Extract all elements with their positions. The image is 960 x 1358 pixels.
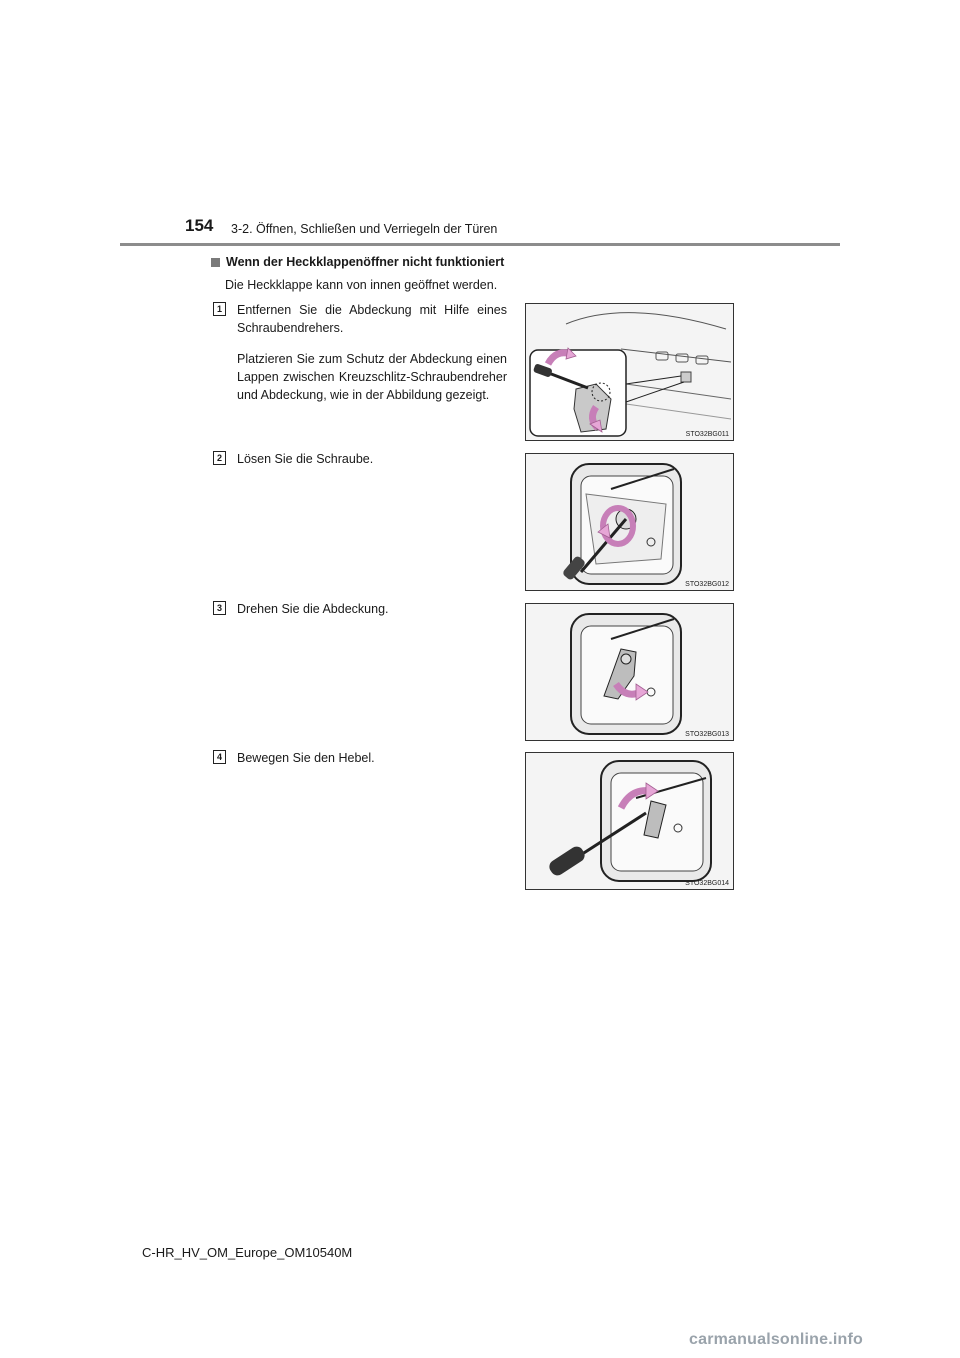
figure-code: STO32BG013 <box>685 731 729 738</box>
step-2-text <box>237 450 507 481</box>
square-bullet-icon <box>211 258 220 267</box>
page-number: 154 <box>185 216 214 235</box>
watermark: carmanualsonline.info <box>689 1331 864 1348</box>
figure-code: STO32BG011 <box>685 431 729 438</box>
step-4-illustration <box>525 752 734 890</box>
step-1-illustration <box>525 303 734 441</box>
step-number-badge: 2 <box>213 451 226 465</box>
step-2-paragraph: Lösen Sie die Schraube. <box>237 452 374 466</box>
step-number-badge: 4 <box>213 750 226 764</box>
header-divider <box>120 243 840 246</box>
cover-rotate-illustration <box>526 604 733 740</box>
figure-code: STO32BG014 <box>685 880 729 887</box>
step-3-text <box>237 600 507 631</box>
tailgate-trim-illustration <box>526 304 733 440</box>
chapter-title: 3-2. Öffnen, Schließen und Verriegeln der Türen <box>231 222 498 236</box>
document-code-footer: C-HR_HV_OM_Europe_OM10540M <box>142 1245 353 1260</box>
step-1-note: Platzieren Sie zum Schutz der Abdeckung einen Lappen zwischen Kreuzschlitz-Schraubendreher und Abdeckung, wie in der Abbildung gezeigt. <box>237 352 507 402</box>
step-1-text <box>237 301 507 417</box>
section-heading <box>211 255 504 269</box>
step-4-text <box>237 749 507 780</box>
step-3-illustration <box>525 603 734 741</box>
step-2-illustration <box>525 453 734 591</box>
section-intro: Die Heckklappe kann von innen geöffnet werden. <box>225 278 498 292</box>
section-heading-text: Wenn der Heckklappenöffner nicht funktioniert <box>226 255 505 269</box>
step-3-paragraph: Drehen Sie die Abdeckung. <box>237 602 389 616</box>
step-4-paragraph: Bewegen Sie den Hebel. <box>237 751 375 765</box>
screw-loosen-illustration <box>526 454 733 590</box>
step-number-badge: 1 <box>213 302 226 316</box>
step-1-paragraph: Entfernen Sie die Abdeckung mit Hilfe eines Schraubendrehers. <box>237 303 507 335</box>
figure-code: STO32BG012 <box>685 581 729 588</box>
lever-move-illustration <box>526 753 733 889</box>
step-number-badge: 3 <box>213 601 226 615</box>
